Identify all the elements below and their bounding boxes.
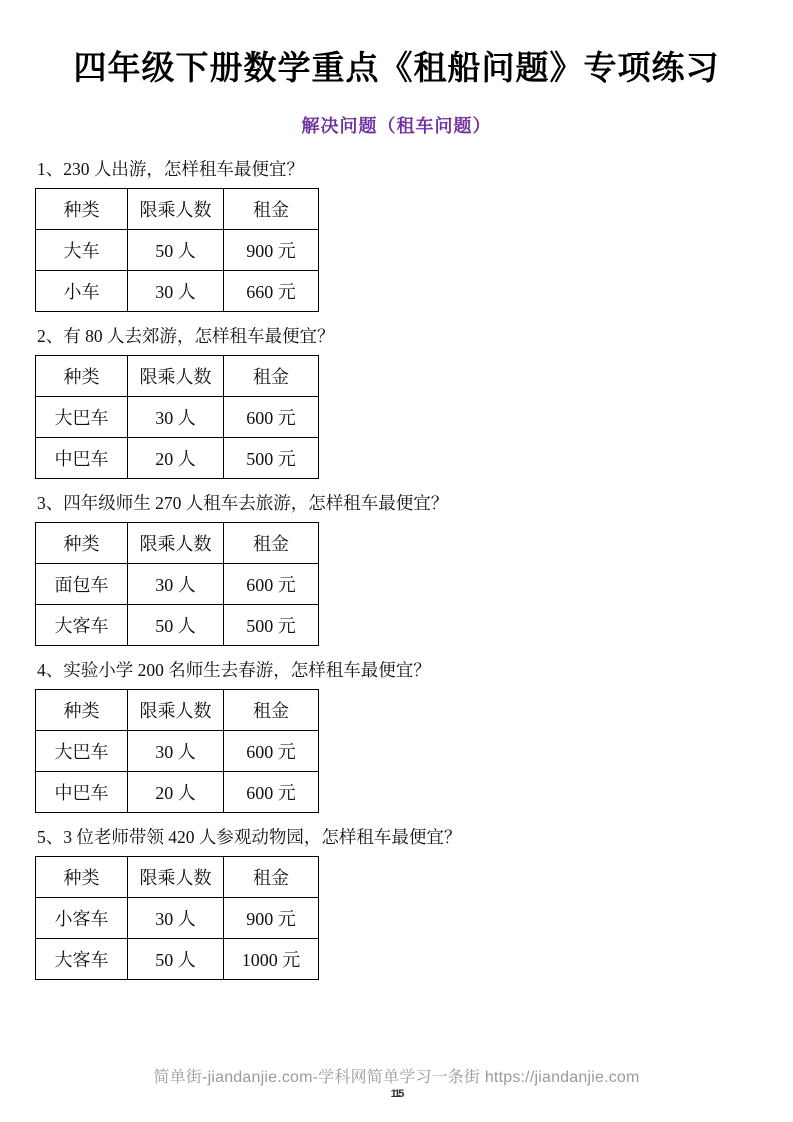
table-row	[36, 270, 319, 311]
header-cell-type: 种类	[36, 522, 128, 563]
table-header-row	[36, 355, 319, 396]
table-header-row	[36, 188, 319, 229]
cell-vehicle-type: 中巴车	[36, 437, 128, 478]
cell-rent: 600 元	[224, 563, 319, 604]
problem-2-table	[35, 355, 319, 479]
problem-3	[35, 492, 758, 646]
cell-rent: 1000 元	[224, 938, 319, 979]
table-row	[36, 396, 319, 437]
problem-1-table	[35, 188, 319, 312]
header-cell-fee: 租金	[224, 522, 319, 563]
problem-3-question: 3、四年级师生 270 人租车去旅游，怎样租车最便宜？	[37, 492, 449, 513]
problem-4-table	[35, 689, 319, 813]
cell-capacity: 30 人	[128, 563, 224, 604]
cell-rent: 600 元	[224, 730, 319, 771]
cell-capacity: 30 人	[128, 270, 224, 311]
table-row	[36, 437, 319, 478]
cell-capacity: 50 人	[128, 229, 224, 270]
header-cell-type: 种类	[36, 188, 128, 229]
header-cell-fee: 租金	[224, 856, 319, 897]
table-row	[36, 730, 319, 771]
page-number: 115	[390, 1088, 403, 1100]
cell-rent: 500 元	[224, 437, 319, 478]
header-cell-limit: 限乘人数	[128, 856, 224, 897]
cell-capacity: 30 人	[128, 730, 224, 771]
cell-vehicle-type: 小客车	[36, 897, 128, 938]
cell-rent: 660 元	[224, 270, 319, 311]
header-cell-limit: 限乘人数	[128, 355, 224, 396]
problem-list	[35, 158, 758, 980]
table-header-row	[36, 856, 319, 897]
cell-capacity: 30 人	[128, 396, 224, 437]
table-row	[36, 771, 319, 812]
cell-vehicle-type: 大巴车	[36, 396, 128, 437]
header-cell-fee: 租金	[224, 188, 319, 229]
problem-5-table	[35, 856, 319, 980]
problem-1-question: 1、230 人出游，怎样租车最便宜？	[37, 158, 304, 179]
problem-4	[35, 659, 758, 813]
cell-rent: 900 元	[224, 229, 319, 270]
cell-rent: 600 元	[224, 771, 319, 812]
cell-capacity: 50 人	[128, 604, 224, 645]
problem-3-table	[35, 522, 319, 646]
table-header-row	[36, 689, 319, 730]
footer-site-text: 简单街-jiandanjie.com-学科网简单学习一条街 https://jiandanjie.com	[153, 1069, 640, 1086]
cell-capacity: 20 人	[128, 771, 224, 812]
table-row	[36, 897, 319, 938]
header-cell-limit: 限乘人数	[128, 188, 224, 229]
cell-vehicle-type: 大客车	[36, 938, 128, 979]
cell-vehicle-type: 大车	[36, 229, 128, 270]
page-title: 四年级下册数学重点《租船问题》专项练习	[73, 49, 720, 86]
cell-vehicle-type: 大巴车	[36, 730, 128, 771]
header-cell-type: 种类	[36, 355, 128, 396]
cell-capacity: 20 人	[128, 437, 224, 478]
table-row	[36, 938, 319, 979]
cell-vehicle-type: 大客车	[36, 604, 128, 645]
cell-capacity: 50 人	[128, 938, 224, 979]
table-row	[36, 604, 319, 645]
problem-2-question: 2、有 80 人去郊游，怎样租车最便宜？	[37, 325, 335, 346]
header-cell-fee: 租金	[224, 689, 319, 730]
header-cell-limit: 限乘人数	[128, 689, 224, 730]
problem-1	[35, 158, 758, 312]
problem-4-question: 4、实验小学 200 名师生去春游，怎样租车最便宜？	[37, 659, 431, 680]
table-row	[36, 563, 319, 604]
page-subtitle: 解决问题（租车问题）	[301, 115, 492, 136]
header-cell-type: 种类	[36, 689, 128, 730]
header-cell-type: 种类	[36, 856, 128, 897]
cell-rent: 600 元	[224, 396, 319, 437]
table-header-row	[36, 522, 319, 563]
header-cell-fee: 租金	[224, 355, 319, 396]
problem-5-question: 5、3 位老师带领 420 人参观动物园，怎样租车最便宜？	[37, 826, 462, 847]
cell-vehicle-type: 面包车	[36, 563, 128, 604]
page-footer	[0, 1064, 793, 1100]
cell-vehicle-type: 小车	[36, 270, 128, 311]
cell-capacity: 30 人	[128, 897, 224, 938]
problem-2	[35, 325, 758, 479]
table-row	[36, 229, 319, 270]
cell-rent: 500 元	[224, 604, 319, 645]
cell-vehicle-type: 中巴车	[36, 771, 128, 812]
problem-5	[35, 826, 758, 980]
cell-rent: 900 元	[224, 897, 319, 938]
header-cell-limit: 限乘人数	[128, 522, 224, 563]
